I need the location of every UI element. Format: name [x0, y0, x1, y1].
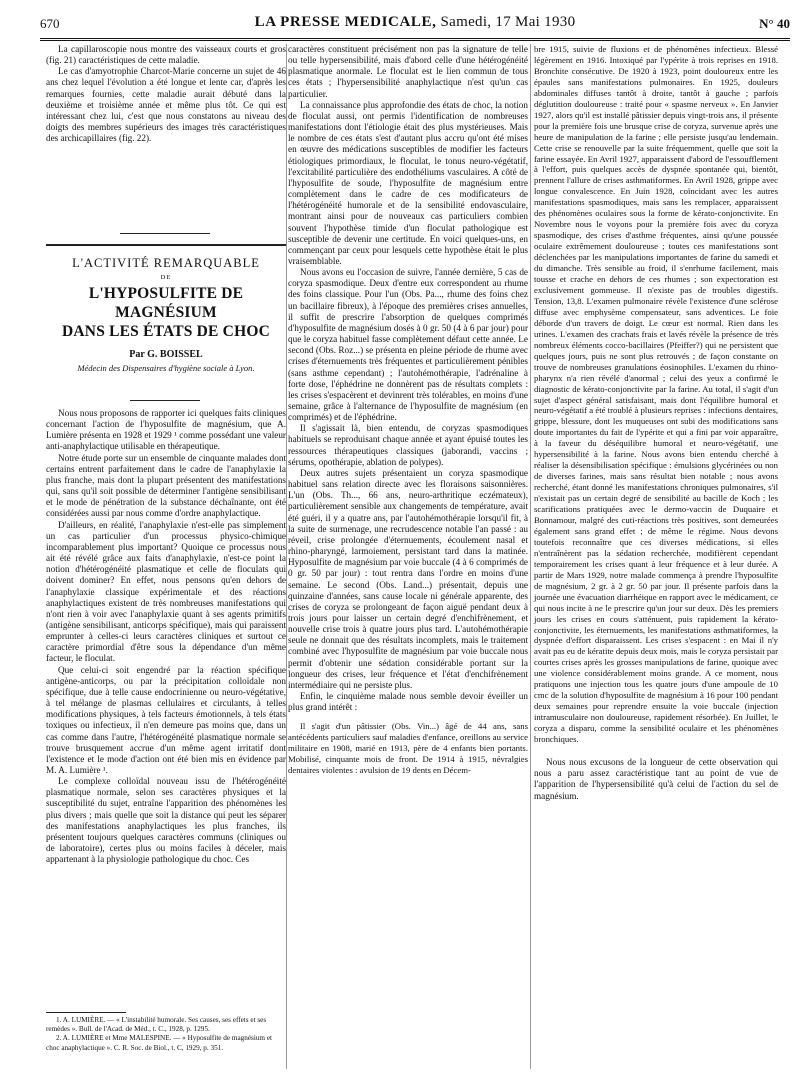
- paragraph: caractères constituent précisément non pas la signature de telle ou telle hypersensibilité, mais d'abord celle d'une hétérogénéité plasmatique anormale. Le floculat est le lien commun de tous ces états ; l'hypersensibilité anaphylactique n'est qu'un cas particulier.: [288, 44, 528, 99]
- page-number: 670: [40, 16, 60, 31]
- article-kicker: L'ACTIVITÉ REMARQUABLE: [72, 256, 260, 270]
- article-heading: [46, 250, 286, 373]
- paragraph: Nous avons eu l'occasion de suivre, l'année dernière, 5 cas de coryza spasmodique. Deux d'entre eux correspondent au rhume des foins classique. Pour l'un (Obs. Pa..., rhume des foins chez un bacillaire fibreux), à l'époque des premières crises annuelles, il suffit de prescrire l'absorption de quelques comprimés d'hyposulfite de magnésium dosés à 0 gr. 50 (4 à 6 par jour) pour que le coryza habituel fasse complètement défaut cette année. Le second (Obs. Roz...) se présenta en pleine période de rhume avec crises d'éternuements très fréquentes et particulièrement pénibles (sans asthme cependant) ; l'autohémothérapie, l'adrénaline à forte dose, l'éphédrine ne donnèrent pas de résultats complets : les crises s'espacèrent et devinrent très tolérables, en moins d'une semaine, grâce à l'alternance de l'hyposulfite de magnésium (en comprimés) et de l'éphédrine.: [288, 267, 528, 423]
- column-divider-1: [286, 44, 287, 1069]
- section-rule: [46, 244, 286, 246]
- paragraph: Le complexe colloïdal nouveau issu de l'hétérogénéité plasmatique normale, selon ses caractères physiques et la susceptibilité du sujet, entraîne l'apparition des phénomènes les plus divers ; mais quelle que soit la distance qui peut les séparer des manifestations anaphylactiques les plus franches, ils présentent toujours quelques caractères communs (cliniques ou de laboratoire), certes plus ou moins faciles à déceler, mais appartenant à la physiologie pathologique du choc. Ces: [46, 776, 286, 865]
- paragraph: Il s'agissait là, bien entendu, de coryzas spasmodiques habituels se reproduisant chaque année et ayant épuisé toutes les ressources thérapeutiques classiques (jaborandi, vaccins ; sérums, opothérapie, ablation de polypes).: [288, 423, 528, 467]
- column-3: [534, 44, 778, 802]
- article-title-line-2: DANS LES ÉTATS DE CHOC: [62, 323, 270, 340]
- journal-title: [40, 14, 790, 31]
- case-report-continued: bre 1915, suivie de fluxions et de phénomènes infectieux. Blessé légèrement en 1916. Intoxiqué par l'ypérite à trois reprises en 1918. Bronchite consécutive. De 1920 à 1923, point douloureux entre les épaules sans manifestations pulmonaires. En 1925, douleurs abdominales diffuses tantôt à droite, tantôt à gauche ; parfois déglutition douloureuse : traité pour « spasme nerveux ». En Janvier 1927, alors qu'il est installé pâtissier depuis vingt-trois ans, il présente pour la première fois une brusque crise de coryza, survenue après une heure de manipulation de la farine ; elle persiste jusqu'au lendemain. Cette crise se renouvelle par la suite fréquemment, quelle que soit la farine essayée. En Avril 1927, apparaissent d'abord de l'essoufflement à l'effort, puis quelques accès de dyspnée spontanée qui, bientôt, prennent l'allure de crises asthmatiformes. En Avril 1928, grippe avec longue convalescence. En Juin 1928, coïncidant avec les autres manifestations spasmodiques, mais sans les remplacer, apparaissent des phénomènes oculaires sous la forme de kérato-conjonctivite. En Novembre nous le voyons pour la première fois avec du coryza spasmodique, des crises d'asthme fréquentes, ainsi qu'une poussée oculaire extrêmement douloureuse ; toutes ces manifestations sont déclenchées par les manipulations importantes de farine du samedi et du dimanche. Très sensible au froid, il s'enrhume facilement, mais tousse et crache en dehors de ces rhumes ; son expectoration est exclusivement gommeuse. Il n'existe pas de troubles digestifs. Tension, 13,8. L'examen pulmonaire révèle l'existence d'une sclérose diffuse avec emphysème compensateur, sans adventices. Le foie déborde d'un travers de doigt. Le cœur est normal. Rien dans les urines. L'examen des crachats frais et lavés révèle la présence de très nombreux éléments cocco-bacillaires (Pfeiffer?) qui ne persistent que quelques jours, puis ne sont plus retrouvés ; de façon constante on trouve de nombreuses granulations éosinophiles. L'examen du rhino-pharynx n'a rien révélé d'anormal ; celui des yeux a confirmé le diagnostic de kérato-conjonctivite par la farine. Au total, il s'agit d'un sujet d'aspect général satisfaisant, mais dont l'équilibre humoral et neuro-végétatif a été troublé à plusieurs reprises : infections dentaires, grippe, blessure, dont les muqueuses ont subi des modifications sans doute importantes du fait de l'ypérite et qui a fini par voir apparaître, à la faveur du déséquilibre humoral et neuro-végétatif, une hypersensibilité à la farine. Nous avons bien entendu cherché à réaliser la désensibilisation spécifique : émulsions glycérinées ou non de diverses farines, mais sans résultat bien notable ; nous avons recherché, étant donné les manifestations chroniques pulmonaires, s'il n'existait pas un certain degré de sensibilité au bacille de Koch ; les scarifications pratiquées avec le dermo-vaccin de Duquaire et Bonnamour, malgré des cuti-réactions très positives, sont demeurées également sans grand effet ; de même le régime. Nous devons toutefois reconnaître que ces diverses médications, si elles n'entraînèrent pas la sédation recherchée, modifièrent cependant temporairement les crises quant à leur fréquence et à leur durée. A partir de Mars 1929, notre malade commença à prendre l'hyposulfite de magnésium, 2 gr. à 2 gr. 50 par jour. Il présente parfois dans la journée une évacuation diarrhéique en rapport avec le médicament, ce qui nous incite à ne le prescrire qu'un jour sur deux. Dès les premiers jours les crises en cours s'atténuent, puis rapidement la kérato-conjonctivite, les éternuements, les manifestations asthmatiformes, la dyspnée d'effort disparaissent. Les crises s'espacent : en Mai il n'y avait pas eu de kératite depuis deux mois, mais le coryza persistait par courtes crises après les grosses manipulations de farine, quoique avec une violence considérablement moins grande. A ce moment, nous pratiquons une injection tous les quatre jours d'une ampoule de 10 cmc de la solution d'hyposulfite de magnésium à 16 pour 100 pendant deux semaines pour reprendre ensuite la voie buccale (injection intramusculaire non douloureuse, rapidement résorbée). En Juillet, le coryza a disparu, comme la sensibilité oculaire et les phénomènes bronchiques.: [534, 44, 778, 745]
- column-1-top: [46, 44, 286, 144]
- column-2: [288, 44, 528, 776]
- article-title-line-1: L'HYPOSULFITE DE MAGNÉSIUM: [88, 285, 244, 321]
- issue-number: N° 40: [759, 16, 790, 31]
- paragraph: D'ailleurs, en réalité, l'anaphylaxie n'est-elle pas simplement un cas particulier d'un processus physico-chimique incomparablement plus important? Quoique ce processus nous ait été révélé grâce aux faits d'anaphylaxie, n'est-ce point la notion d'hétérogénéité plasmatique et celle de floculats qui doivent dominer? En effet, nous pensons qu'en dehors de l'anaphylaxie classique expérimentale et des réactions anaphylactiques existent de très nombreuses manifestations qui n'ont rien à voir avec l'anaphylaxie quant à ses agents primitifs (antigène sensibilisant, anticorps spécifique), mais qui paraissent emprunter à celles-ci leurs caractères cliniques et surtout ce caractère primordial d'être sous la dépendance d'un même facteur, le floculat.: [46, 519, 286, 664]
- column-divider-2: [530, 44, 531, 1069]
- header-rule: [40, 38, 790, 39]
- journal-name: LA PRESSE MEDICALE,: [254, 14, 437, 30]
- issue-date: Samedi, 17 Mai 1930: [436, 14, 576, 30]
- article-de: DE: [160, 274, 172, 281]
- running-header: [40, 14, 790, 34]
- article-author: Par G. BOISSEL: [129, 349, 203, 360]
- paragraph: Que celui-ci soit engendré par la réaction spécifique antigène-anticorps, ou par la précipitation colloïdale non spécifique, due à telle cause endocrinienne ou neuro-végétative, à tel mélange de plasmas cellulaires et circulants, à telles modifications physiques, à tels facteurs émotionnels, à tels états toxiques ou infectieux, il n'en demeure pas moins que, dans un cas comme dans l'autre, l'hétérogénéité plasmatique normale se trouve brusquement accrue d'un même agent irritatif dont l'existence et le mode d'action ont été bien mis en évidence par M. A. Lumière ¹.: [46, 664, 286, 775]
- paragraph: Notre étude porte sur un ensemble de cinquante malades dont certains entrent parfaitement dans le cadre de l'anaphylaxie la plus franche, mais dont la plupart présentent des manifestations qui, sans qu'il soit possible de déterminer l'antigène sensibilisant et le mode de pénétration de la substance déchaînante, ont été considérées aussi par nous comme d'ordre anaphylactique.: [46, 452, 286, 519]
- header-rule-2: [40, 40, 790, 41]
- footnote-rule: [46, 1012, 126, 1013]
- paragraph: Nous nous excusons de la longueur de cette observation qui nous a paru assez caractéristique tant au point de vue de l'apparition de l'hypersensibilité qu'à celui de l'action du sel de magnésium.: [534, 757, 778, 801]
- heading-separator: [130, 400, 200, 401]
- paragraph: Deux autres sujets présentaient un coryza spasmodique habituel sans relation directe avec les floraisons saisonnières. L'un (Obs. Th..., 66 ans, neuro-arthritique eczémateux), particulièrement sensible aux changements de température, avait été guéri, il y a quatre ans, par l'autohémothérapie lorsqu'il fit, à la suite de surmenage, une recrudescence notable l'an passé : au réveil, crise prolongée d'éternuements, écoulement nasal et rhino-pharyngé, larmoiement, persistant tard dans la matinée. Hyposulfite de magnésium par voie buccale (4 à 6 comprimés de 0 gr. 50 par jour) : tout rentra dans l'ordre en moins d'une semaine. Le second (Obs. Land...) présentait, depuis une quinzaine d'années, sans cause locale ni générale apparente, des crises de coryza se prolongeant de façon aiguë pendant deux à trois jours pour laisser un certain degré d'enchifrènement, et nouvelle crise trois à quatre jours plus tard. L'autohémothérapie seule ne donnait que des résultats incomplets, mais le traitement combiné avec l'hyposulfite de magnésium par voie buccale nous permit d'obtenir une sédation considérable portant sur la longueur des crises, leur fréquence et l'état d'enchifrènement intermédiaire qui ne persiste plus.: [288, 467, 528, 690]
- paragraph: Enfin, le cinquième malade nous semble devoir éveiller un plus grand intérêt :: [288, 691, 528, 713]
- paragraph: La capillaroscopie nous montre des vaisseaux courts et gros (fig. 21) caractéristiques de cette maladie.: [46, 44, 286, 66]
- paragraph: Nous nous proposons de rapporter ici quelques faits cliniques concernant l'action de l'hyposulfite de magnésium, que A. Lumière présenta en 1928 et 1929 ¹ comme possédant une valeur anti-anaphylactique utilisable en thérapeutique.: [46, 408, 286, 452]
- column-1-body: [46, 408, 286, 865]
- article-affiliation: Médecin des Dispensaires d'hygiène sociale à Lyon.: [77, 363, 255, 373]
- footnotes: [46, 1016, 286, 1053]
- footnote: 2. A. LUMIÈRE et Mme MALESPINE. — « Hyposulfite de magnésium et choc anaphylactique ». C. R. Soc. de Biol., t. C, 1929, p. 351.: [46, 1034, 272, 1052]
- paragraph: Le cas d'amyotrophie Charcot-Marie concerne un sujet de 46 ans chez lequel l'évolution a été longue et lente car, d'après les remarques fournies, cette maladie aurait débuté dans la deuxième et troisième année et même plus tôt. Ce qui est intéressant chez lui, c'est que nous constatons au niveau des doigts des membres supérieurs des images très caractéristiques des archicapillaires (fig. 22).: [46, 66, 286, 144]
- case-report: Il s'agit d'un pâtissier (Obs. Vin...) âgé de 44 ans, sans antécédents particuliers sauf maladies d'enfance, oreillons au service militaire en 1908, marié en 1913, père de 4 enfants bien portants. Mobilisé, cinquante mois de front. De 1914 à 1915, névralgies dentaires violentes : avulsion de 19 dents en Décem-: [288, 721, 528, 776]
- paragraph: La connaissance plus approfondie des états de choc, la notion de floculat aussi, ont permis l'identification de nombreuses manifestations dont l'étiologie était des plus mystérieuses. Mais le nombre de ces états s'est d'autant plus accru qu'ont été mises en œuvre des médications susceptibles de modifier les facteurs étiologiques primordiaux, le floculat, le tonus neuro-végétatif, l'excitabilité particulière des endothéliums vasculaires. A côté de l'hyposulfite de soude, l'hyposulfite de magnésium entre complètement dans le cadre de ces modificateurs de l'hétérogénéité humorale et de la sensibilité endovasculaire, montrant ainsi pour de nouveaux cas particuliers combien souvent l'hypothèse timide d'un floculat pathologique est susceptible de devenir une certitude. En voici quelques-uns, en commençant par ceux pour lesquels cette hypothèse était le plus vraisemblable.: [288, 99, 528, 266]
- footnote: 1. A. LUMIÈRE. — « L'instabilité humorale. Ses causes, ses effets et ses remèdes ». Bull. de l'Acad. de Méd., t. C., 1928, p. 1295.: [46, 1016, 267, 1034]
- article-separator: [120, 233, 210, 234]
